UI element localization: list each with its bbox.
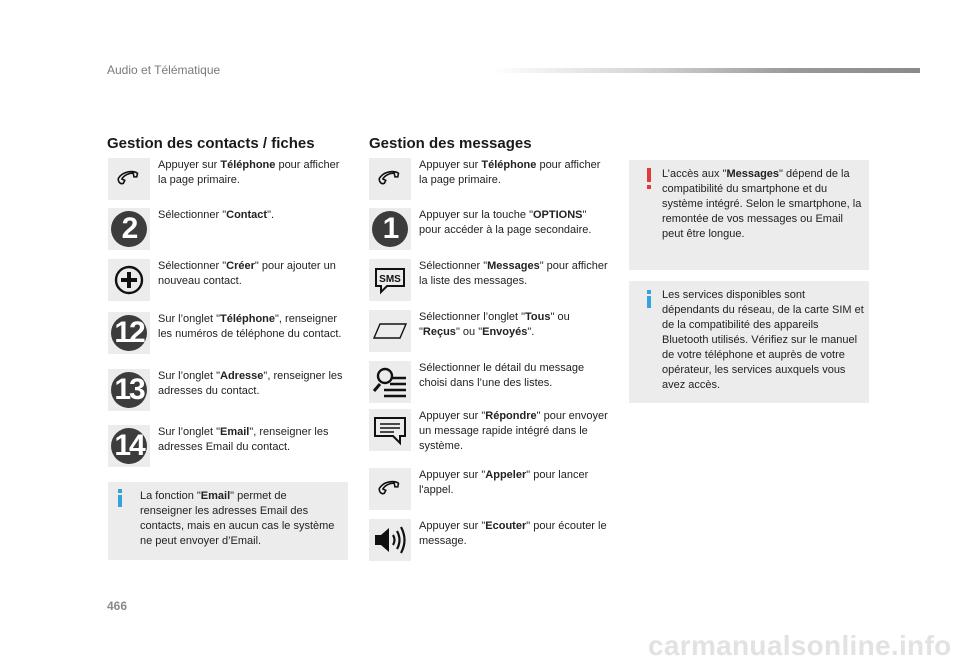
messages-step-3: SMS Sélectionner "Messages" pour afficher la liste des messages. [369,259,611,301]
messages-step-5: Sélectionner le détail du message choisi dans l’une des listes. [369,361,611,403]
reply-message-icon [369,409,411,451]
warning-note: L’accès aux "Messages" dépend de la compatibilité du smartphone et du système intégré. Selon le smartphone, la remontée de vos messages ou Email peut être longue. [629,160,869,270]
step-12-icon: 12 [108,312,150,354]
contacts-title: Gestion des contacts / fiches [107,135,315,152]
phone-icon [369,158,411,200]
contacts-step-3: Sélectionner "Créer" pour ajouter un nouveau contact. [108,259,350,301]
phone-icon [108,158,150,200]
step-14-icon: 14 [108,425,150,467]
contacts-step-5: 13 Sur l’onglet "Adresse", renseigner les adresses du contact. [108,369,350,411]
step-13-icon: 13 [108,369,150,411]
email-info-note: La fonction "Email" permet de renseigner les adresses Email des contacts, mais en aucun cas le système ne peut envoyer d’Email. [108,482,348,560]
info-icon [118,489,122,493]
svg-text:SMS: SMS [379,274,401,285]
sms-icon [369,259,411,301]
messages-step-1: Appuyer sur Téléphone pour afficher la page primaire. [369,158,611,200]
tab-icon [369,310,411,352]
header-bar [490,68,920,73]
step-1-icon: 1 [369,208,411,250]
speaker-icon [369,519,411,561]
warning-icon [647,168,651,182]
messages-title: Gestion des messages [369,135,532,152]
page-number: 466 [107,599,128,613]
contacts-step-1: Appuyer sur Téléphone pour afficher la page primaire. [108,158,350,200]
step-2-icon: 2 [108,208,150,250]
section-header: Audio et Télématique [107,63,221,77]
info-icon [647,290,651,294]
services-info-note: Les services disponibles sont dépendants du réseau, de la carte SIM et de la compatibilité des appareils Bluetooth utilisés. Vérifiez sur le manuel de votre téléphone et auprès de votre opérateur, les services auxquels vous avez accès. [629,281,869,403]
messages-step-7: Appuyer sur "Appeler" pour lancer l'appel. [369,468,611,510]
plus-icon [108,259,150,301]
messages-step-4: Sélectionner l’onglet "Tous" ou "Reçus" ou "Envoyés". [369,310,611,352]
contacts-step-6: 14 Sur l’onglet "Email", renseigner les adresses Email du contact. [108,425,350,467]
messages-step-2: 1 Appuyer sur la touche "OPTIONS" pour accéder à la page secondaire. [369,208,611,250]
contacts-step-4: 12 Sur l’onglet "Téléphone", renseigner les numéros de téléphone du contact. [108,312,350,354]
messages-step-6: Appuyer sur "Répondre" pour envoyer un message rapide intégré dans le système. [369,409,611,454]
contacts-step-2: 2 Sélectionner "Contact". [108,208,350,250]
watermark: carmanualsonline.info [648,630,952,661]
phone-icon [369,468,411,510]
messages-step-8: Appuyer sur "Ecouter" pour écouter le message. [369,519,611,561]
search-list-icon [369,361,411,403]
